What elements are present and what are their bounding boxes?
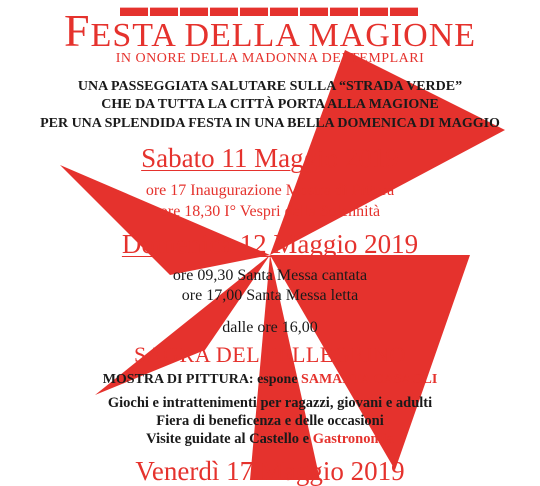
intro-line-1: UNA PASSEGGIATA SALUTARE SULLA “STRADA VERDE” <box>77 79 463 94</box>
event-sunday-2: ore 17,00 Santa Messa letta <box>181 287 359 304</box>
title-initial: F <box>63 5 91 56</box>
page-subtitle: IN ONORE DELLA MADONNA DEI TEMPLARI <box>115 51 425 66</box>
event-saturday-2: ore 18,30 I° Vespri della Solennità <box>159 203 381 220</box>
activity-line-2: Fiera di beneficenza e delle occasioni <box>156 413 384 429</box>
event-sunday-1: ore 09,30 Santa Messa cantata <box>172 267 368 284</box>
visite-prefix: Visite guidate al Castello e <box>146 431 313 447</box>
visite-highlight: Gastronomia <box>312 431 394 447</box>
afternoon-time: dalle ore 16,00 <box>222 319 318 336</box>
mostra-artist: SAMANTA CASAGLI <box>301 372 438 387</box>
top-decorative-bar: ▬▬▬▬▬▬▬▬▬▬ <box>120 0 420 23</box>
visite-line <box>0 432 540 447</box>
event-saturday-1: ore 17 Inaugurazione Mostra di Pittura <box>145 182 395 199</box>
date-heading-friday: Venerdì 17 Maggio 2019 <box>135 456 405 486</box>
title-rest: ESTA DELLA MAGIONE <box>90 17 477 54</box>
intro-line-2: CHE DA TUTTA LA CITTÀ PORTA ALLA MAGIONE <box>101 97 439 112</box>
page-title <box>0 5 540 56</box>
date-heading-sunday: Domenica 12 Maggio 2019 <box>121 229 419 259</box>
mostra-prefix: MOSTRA DI PITTURA: espone <box>102 372 302 387</box>
date-heading-saturday: Sabato 11 Maggio 2019 <box>141 143 399 173</box>
sagra-title: SAGRA DEL PELLEGRINO <box>134 342 406 367</box>
activity-line-1: Giochi e intrattenimenti per ragazzi, giovani e adulti <box>107 395 433 411</box>
intro-line-3: PER UNA SPLENDIDA FESTA IN UNA BELLA DOMENICA DI MAGGIO <box>40 116 500 131</box>
mostra-line <box>0 373 540 387</box>
